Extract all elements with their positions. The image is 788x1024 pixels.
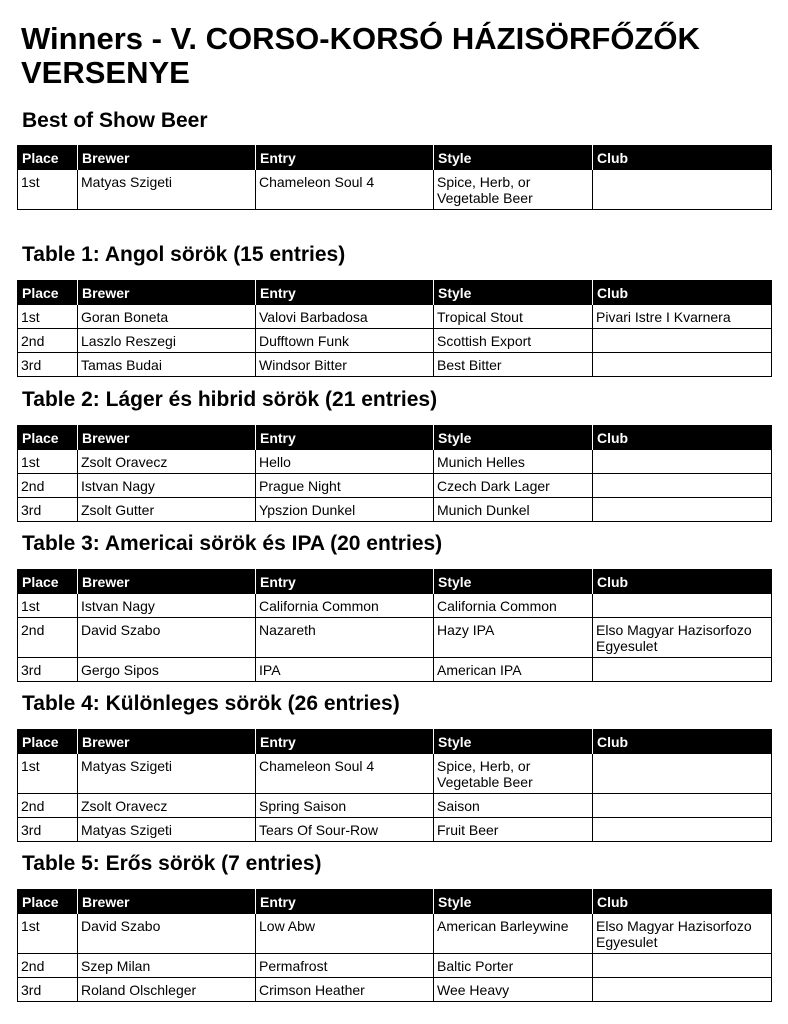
cell-entry: Chameleon Soul 4 xyxy=(256,170,434,210)
column-header-place: Place xyxy=(18,280,78,305)
cell-entry: Ypszion Dunkel xyxy=(256,498,434,522)
cell-brewer: Matyas Szigeti xyxy=(78,170,256,210)
table-row xyxy=(18,594,772,618)
cell-style: Munich Helles xyxy=(434,450,593,474)
table-row xyxy=(18,498,772,522)
cell-brewer: Istvan Nagy xyxy=(78,474,256,498)
table-row xyxy=(18,658,772,682)
column-header-place: Place xyxy=(18,569,78,594)
cell-style: Baltic Porter xyxy=(434,954,593,978)
cell-place: 1st xyxy=(18,305,78,329)
cell-place: 1st xyxy=(18,594,78,618)
cell-entry: Crimson Heather xyxy=(256,978,434,1002)
cell-style: Fruit Beer xyxy=(434,818,593,842)
cell-place: 3rd xyxy=(18,353,78,377)
cell-entry: Tears Of Sour-Row xyxy=(256,818,434,842)
cell-style: Spice, Herb, or Vegetable Beer xyxy=(434,754,593,794)
table-row xyxy=(18,170,772,210)
table-header-row xyxy=(18,889,772,914)
cell-brewer: Szep Milan xyxy=(78,954,256,978)
results-table xyxy=(17,280,772,377)
cell-style: Spice, Herb, or Vegetable Beer xyxy=(434,170,593,210)
cell-club: Elso Magyar Hazisorfozo Egyesulet xyxy=(593,914,772,954)
cell-brewer: Matyas Szigeti xyxy=(78,754,256,794)
column-header-club: Club xyxy=(593,145,772,170)
cell-style: American Barleywine xyxy=(434,914,593,954)
cell-style: Best Bitter xyxy=(434,353,593,377)
cell-entry: Dufftown Funk xyxy=(256,329,434,353)
cell-club xyxy=(593,170,772,210)
cell-style: American IPA xyxy=(434,658,593,682)
column-header-brewer: Brewer xyxy=(78,425,256,450)
cell-brewer: David Szabo xyxy=(78,914,256,954)
cell-brewer: Tamas Budai xyxy=(78,353,256,377)
cell-club xyxy=(593,954,772,978)
table-row xyxy=(18,794,772,818)
column-header-style: Style xyxy=(434,569,593,594)
column-header-entry: Entry xyxy=(256,280,434,305)
cell-club: Elso Magyar Hazisorfozo Egyesulet xyxy=(593,618,772,658)
column-header-place: Place xyxy=(18,729,78,754)
results-table xyxy=(17,569,772,682)
table-row xyxy=(18,754,772,794)
column-header-style: Style xyxy=(434,425,593,450)
table-header-row xyxy=(18,729,772,754)
results-section-3 xyxy=(17,531,771,682)
table-row xyxy=(18,329,772,353)
cell-entry: Low Abw xyxy=(256,914,434,954)
results-section-5 xyxy=(17,851,771,1002)
table-row xyxy=(18,353,772,377)
cell-club: Pivari Istre I Kvarnera xyxy=(593,305,772,329)
cell-style: Munich Dunkel xyxy=(434,498,593,522)
table-row xyxy=(18,954,772,978)
table-row xyxy=(18,450,772,474)
cell-place: 1st xyxy=(18,914,78,954)
cell-entry: Windsor Bitter xyxy=(256,353,434,377)
cell-brewer: Gergo Sipos xyxy=(78,658,256,682)
cell-entry: Chameleon Soul 4 xyxy=(256,754,434,794)
column-header-club: Club xyxy=(593,889,772,914)
cell-entry: California Common xyxy=(256,594,434,618)
cell-place: 3rd xyxy=(18,818,78,842)
cell-club xyxy=(593,818,772,842)
cell-club xyxy=(593,498,772,522)
cell-club xyxy=(593,353,772,377)
column-header-style: Style xyxy=(434,889,593,914)
cell-place: 2nd xyxy=(18,794,78,818)
cell-club xyxy=(593,794,772,818)
cell-brewer: Zsolt Oravecz xyxy=(78,794,256,818)
column-header-entry: Entry xyxy=(256,569,434,594)
cell-place: 3rd xyxy=(18,498,78,522)
column-header-club: Club xyxy=(593,569,772,594)
cell-place: 2nd xyxy=(18,329,78,353)
section-heading: Table 1: Angol sörök (15 entries) xyxy=(22,243,346,266)
section-heading: Table 5: Erős sörök (7 entries) xyxy=(22,852,322,875)
cell-club xyxy=(593,450,772,474)
column-header-entry: Entry xyxy=(256,889,434,914)
table-header-row xyxy=(18,425,772,450)
column-header-brewer: Brewer xyxy=(78,729,256,754)
cell-brewer: Goran Boneta xyxy=(78,305,256,329)
column-header-style: Style xyxy=(434,729,593,754)
cell-entry: Valovi Barbadosa xyxy=(256,305,434,329)
table-row xyxy=(18,618,772,658)
table-row xyxy=(18,818,772,842)
column-header-style: Style xyxy=(434,280,593,305)
cell-brewer: David Szabo xyxy=(78,618,256,658)
table-row xyxy=(18,978,772,1002)
cell-style: Saison xyxy=(434,794,593,818)
section-heading: Best of Show Beer xyxy=(22,109,208,132)
results-table xyxy=(17,729,772,842)
cell-brewer: Istvan Nagy xyxy=(78,594,256,618)
cell-style: Czech Dark Lager xyxy=(434,474,593,498)
cell-place: 2nd xyxy=(18,474,78,498)
results-table xyxy=(17,145,772,210)
column-header-club: Club xyxy=(593,425,772,450)
cell-entry: Nazareth xyxy=(256,618,434,658)
column-header-place: Place xyxy=(18,889,78,914)
column-header-entry: Entry xyxy=(256,145,434,170)
cell-style: Hazy IPA xyxy=(434,618,593,658)
column-header-brewer: Brewer xyxy=(78,889,256,914)
column-header-brewer: Brewer xyxy=(78,569,256,594)
section-heading: Table 2: Láger és hibrid sörök (21 entries) xyxy=(22,388,438,411)
results-table xyxy=(17,425,772,522)
cell-place: 1st xyxy=(18,450,78,474)
cell-style: Wee Heavy xyxy=(434,978,593,1002)
cell-club xyxy=(593,978,772,1002)
cell-place: 3rd xyxy=(18,978,78,1002)
results-section-2 xyxy=(17,387,771,522)
cell-place: 3rd xyxy=(18,658,78,682)
column-header-place: Place xyxy=(18,425,78,450)
table-row xyxy=(18,305,772,329)
cell-place: 1st xyxy=(18,170,78,210)
column-header-brewer: Brewer xyxy=(78,145,256,170)
results-section-1 xyxy=(17,242,771,377)
cell-place: 2nd xyxy=(18,954,78,978)
cell-brewer: Roland Olschleger xyxy=(78,978,256,1002)
column-header-style: Style xyxy=(434,145,593,170)
cell-entry: Spring Saison xyxy=(256,794,434,818)
cell-brewer: Laszlo Reszegi xyxy=(78,329,256,353)
table-header-row xyxy=(18,280,772,305)
cell-entry: IPA xyxy=(256,658,434,682)
table-header-row xyxy=(18,145,772,170)
cell-brewer: Zsolt Gutter xyxy=(78,498,256,522)
cell-entry: Hello xyxy=(256,450,434,474)
cell-club xyxy=(593,474,772,498)
page-title: Winners - V. CORSO-KORSÓ HÁZISÖRFŐZŐK VERSENYE xyxy=(21,21,700,90)
column-header-entry: Entry xyxy=(256,729,434,754)
cell-place: 2nd xyxy=(18,618,78,658)
cell-brewer: Zsolt Oravecz xyxy=(78,450,256,474)
table-row xyxy=(18,474,772,498)
table-row xyxy=(18,914,772,954)
table-header-row xyxy=(18,569,772,594)
cell-style: Tropical Stout xyxy=(434,305,593,329)
column-header-club: Club xyxy=(593,729,772,754)
column-header-club: Club xyxy=(593,280,772,305)
cell-club xyxy=(593,658,772,682)
results-table xyxy=(17,889,772,1002)
cell-club xyxy=(593,594,772,618)
column-header-entry: Entry xyxy=(256,425,434,450)
results-section-4 xyxy=(17,691,771,842)
results-section-0 xyxy=(17,108,771,210)
cell-style: Scottish Export xyxy=(434,329,593,353)
column-header-brewer: Brewer xyxy=(78,280,256,305)
column-header-place: Place xyxy=(18,145,78,170)
cell-entry: Prague Night xyxy=(256,474,434,498)
cell-entry: Permafrost xyxy=(256,954,434,978)
cell-style: California Common xyxy=(434,594,593,618)
cell-place: 1st xyxy=(18,754,78,794)
section-heading: Table 3: Americai sörök és IPA (20 entries) xyxy=(22,532,443,555)
cell-club xyxy=(593,754,772,794)
cell-brewer: Matyas Szigeti xyxy=(78,818,256,842)
cell-club xyxy=(593,329,772,353)
section-heading: Table 4: Különleges sörök (26 entries) xyxy=(22,692,400,715)
